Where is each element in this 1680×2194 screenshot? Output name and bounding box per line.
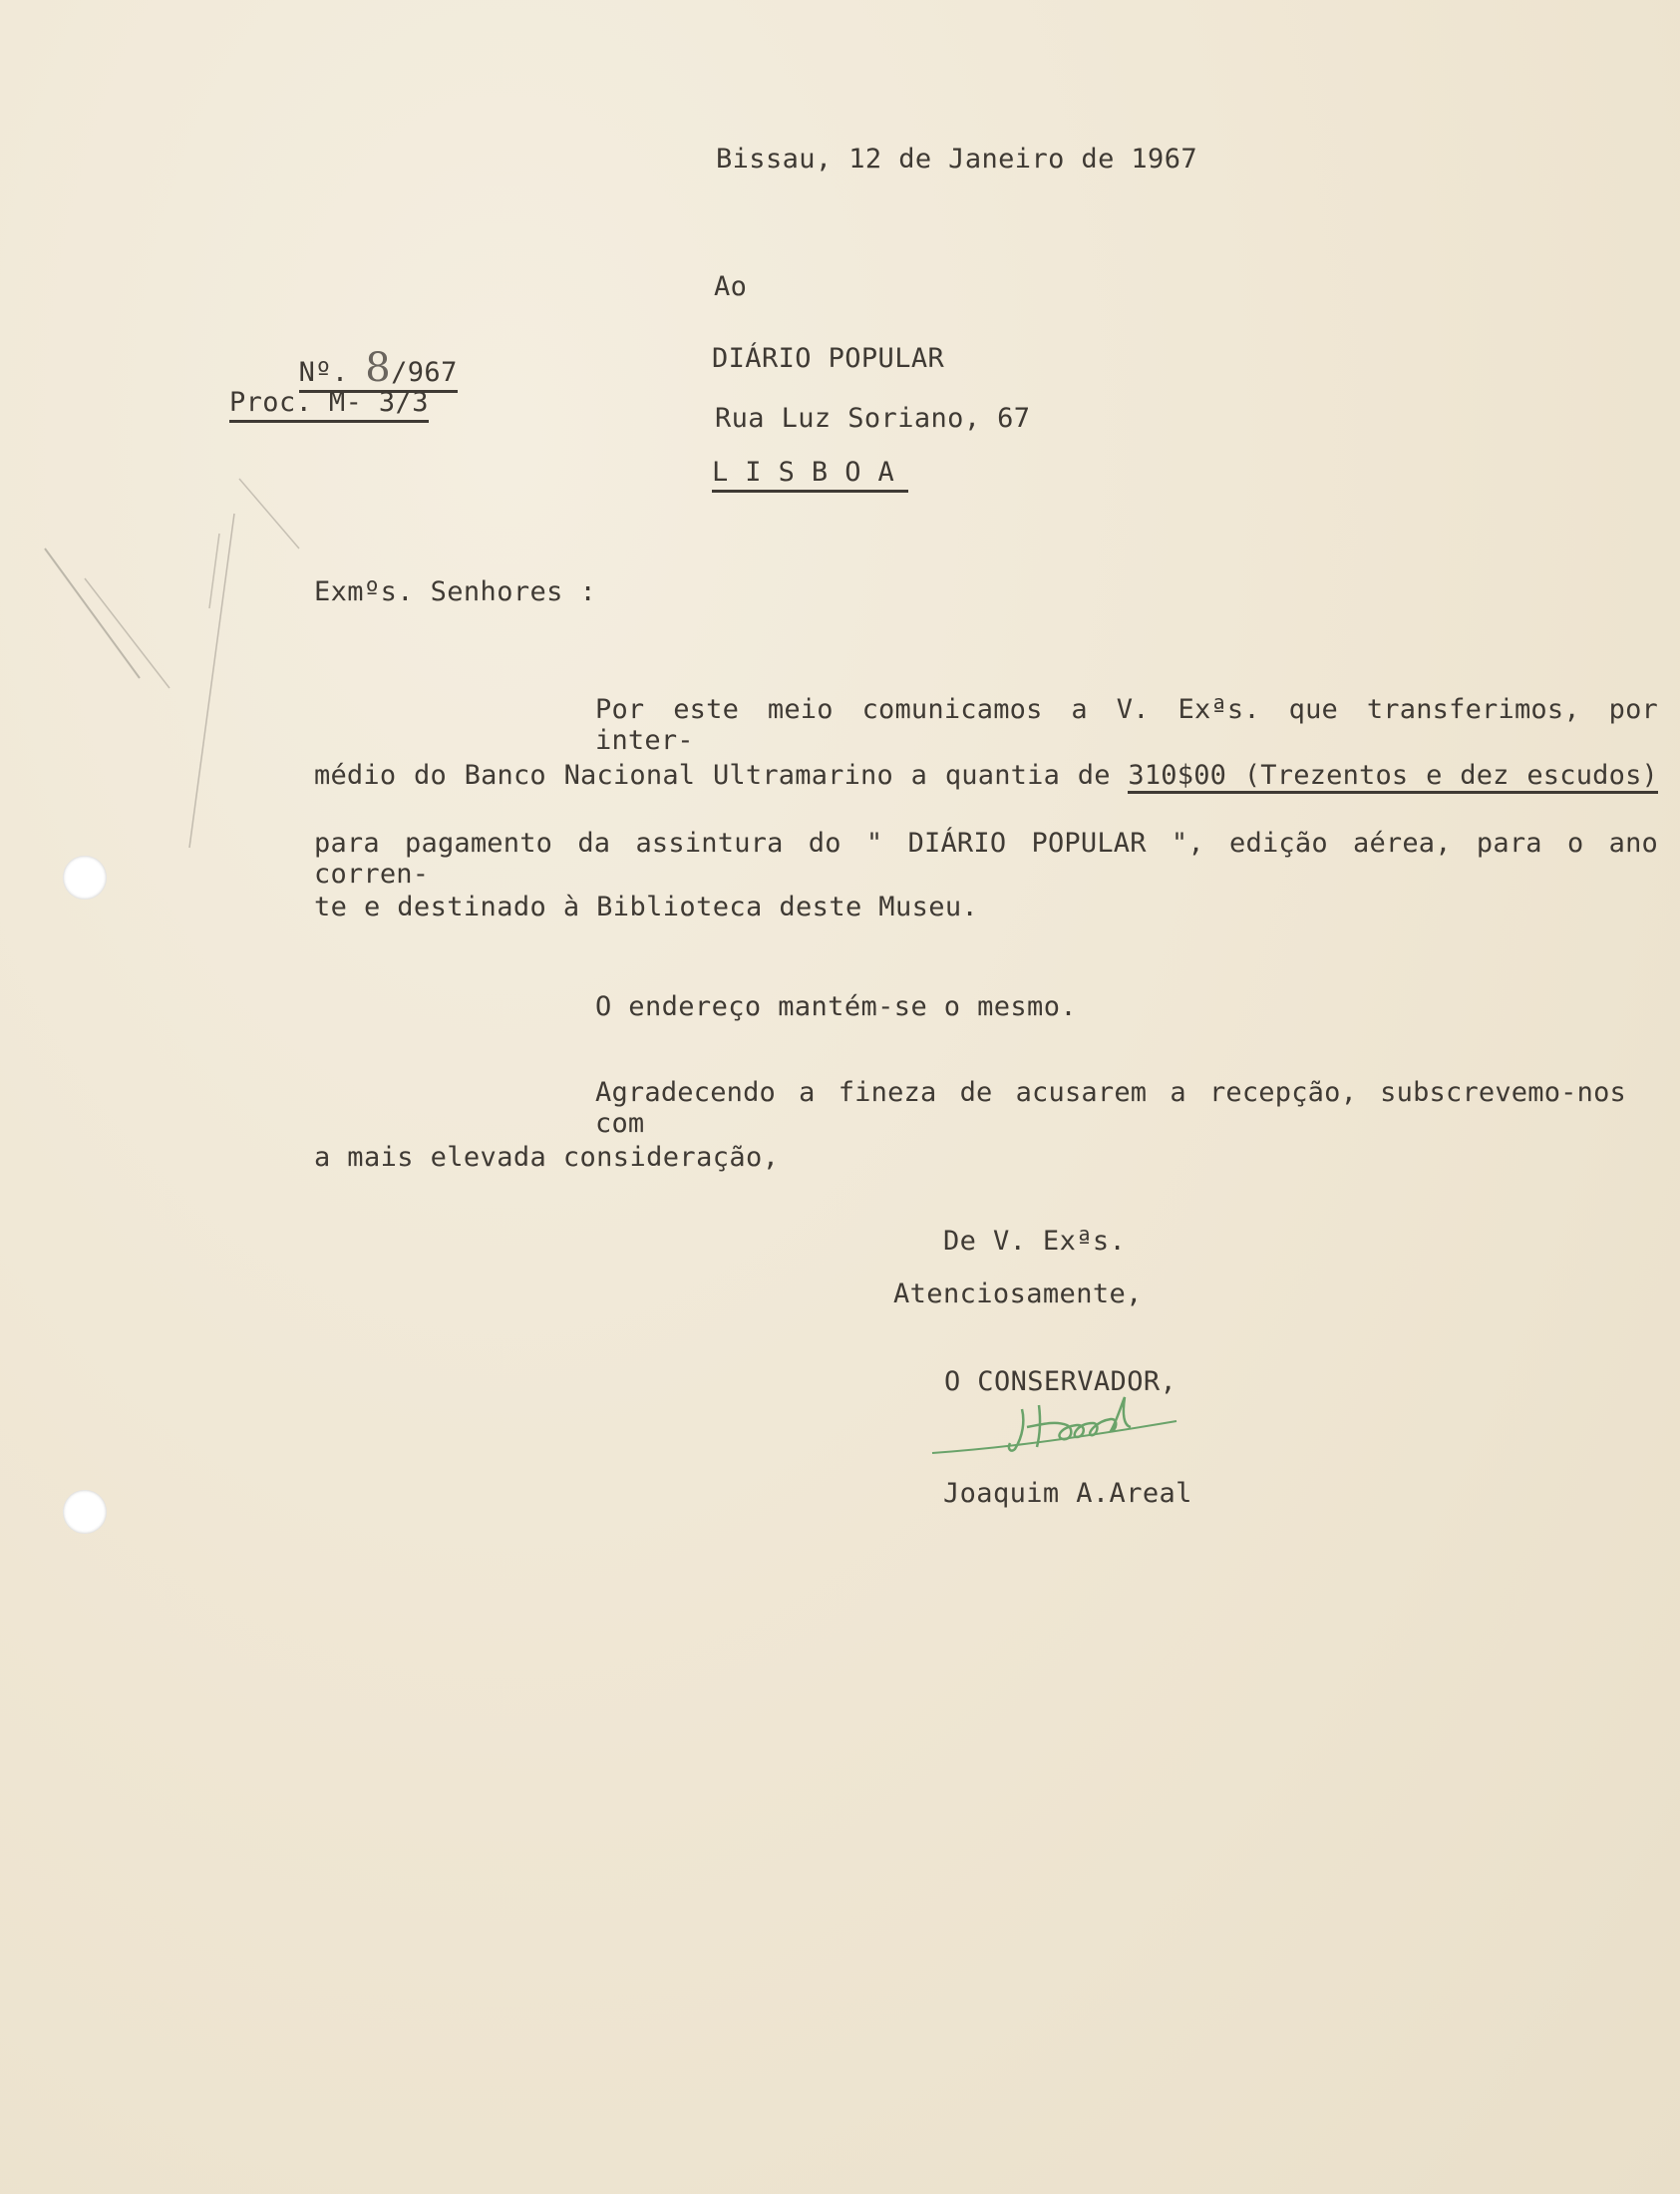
closing-line2: Atenciosamente,: [893, 1279, 1143, 1309]
place-date: Bissau, 12 de Janeiro de 1967: [716, 144, 1198, 175]
handwritten-signature: [927, 1391, 1186, 1471]
signatory-name: Joaquim A.Areal: [943, 1478, 1192, 1509]
body-p1-line2-text: médio do Banco Nacional Ultramarino a quantia de: [314, 760, 1129, 791]
transfer-amount: 310$00 (Trezentos e dez escudos): [1128, 760, 1658, 794]
recipient-name: DIÁRIO POPULAR: [712, 343, 945, 374]
body-p1-line3: para pagamento da assintura do " DIÁRIO POPULAR ", edição aérea, para o ano corren-: [314, 828, 1658, 890]
process-number: [229, 387, 429, 418]
body-p1-line2: [314, 760, 1658, 791]
body-p1-line4: te e destinado à Biblioteca deste Museu.: [314, 892, 979, 922]
ref-suffix: /967: [391, 357, 458, 388]
ref-handwritten-number: 8: [365, 345, 392, 391]
body-p2: O endereço mantém-se o mesmo.: [595, 991, 1078, 1022]
recipient-city: [712, 457, 908, 488]
punch-hole-bottom: [63, 1490, 107, 1534]
body-p1-line1: Por este meio comunicamos a V. Exªs. que transferimos, por inter-: [595, 694, 1658, 756]
closing-line1: De V. Exªs.: [943, 1226, 1127, 1257]
recipient-prefix: Ao: [714, 271, 748, 302]
greeting: Exmºs. Senhores :: [314, 576, 597, 607]
recipient-street: Rua Luz Soriano, 67: [715, 403, 1031, 434]
recipient-city-text: L I S B O A: [712, 457, 908, 493]
body-p3-line1: Agradecendo a fineza de acusarem a recepção, subscrevemo-nos com: [595, 1077, 1626, 1139]
closing-title: O CONSERVADOR,: [944, 1366, 1177, 1397]
process-number-text: Proc. M- 3/3: [229, 387, 429, 423]
ref-prefix: Nº.: [298, 357, 349, 388]
pencil-marks: [40, 439, 339, 898]
body-p3-line2: a mais elevada consideração,: [314, 1142, 780, 1173]
